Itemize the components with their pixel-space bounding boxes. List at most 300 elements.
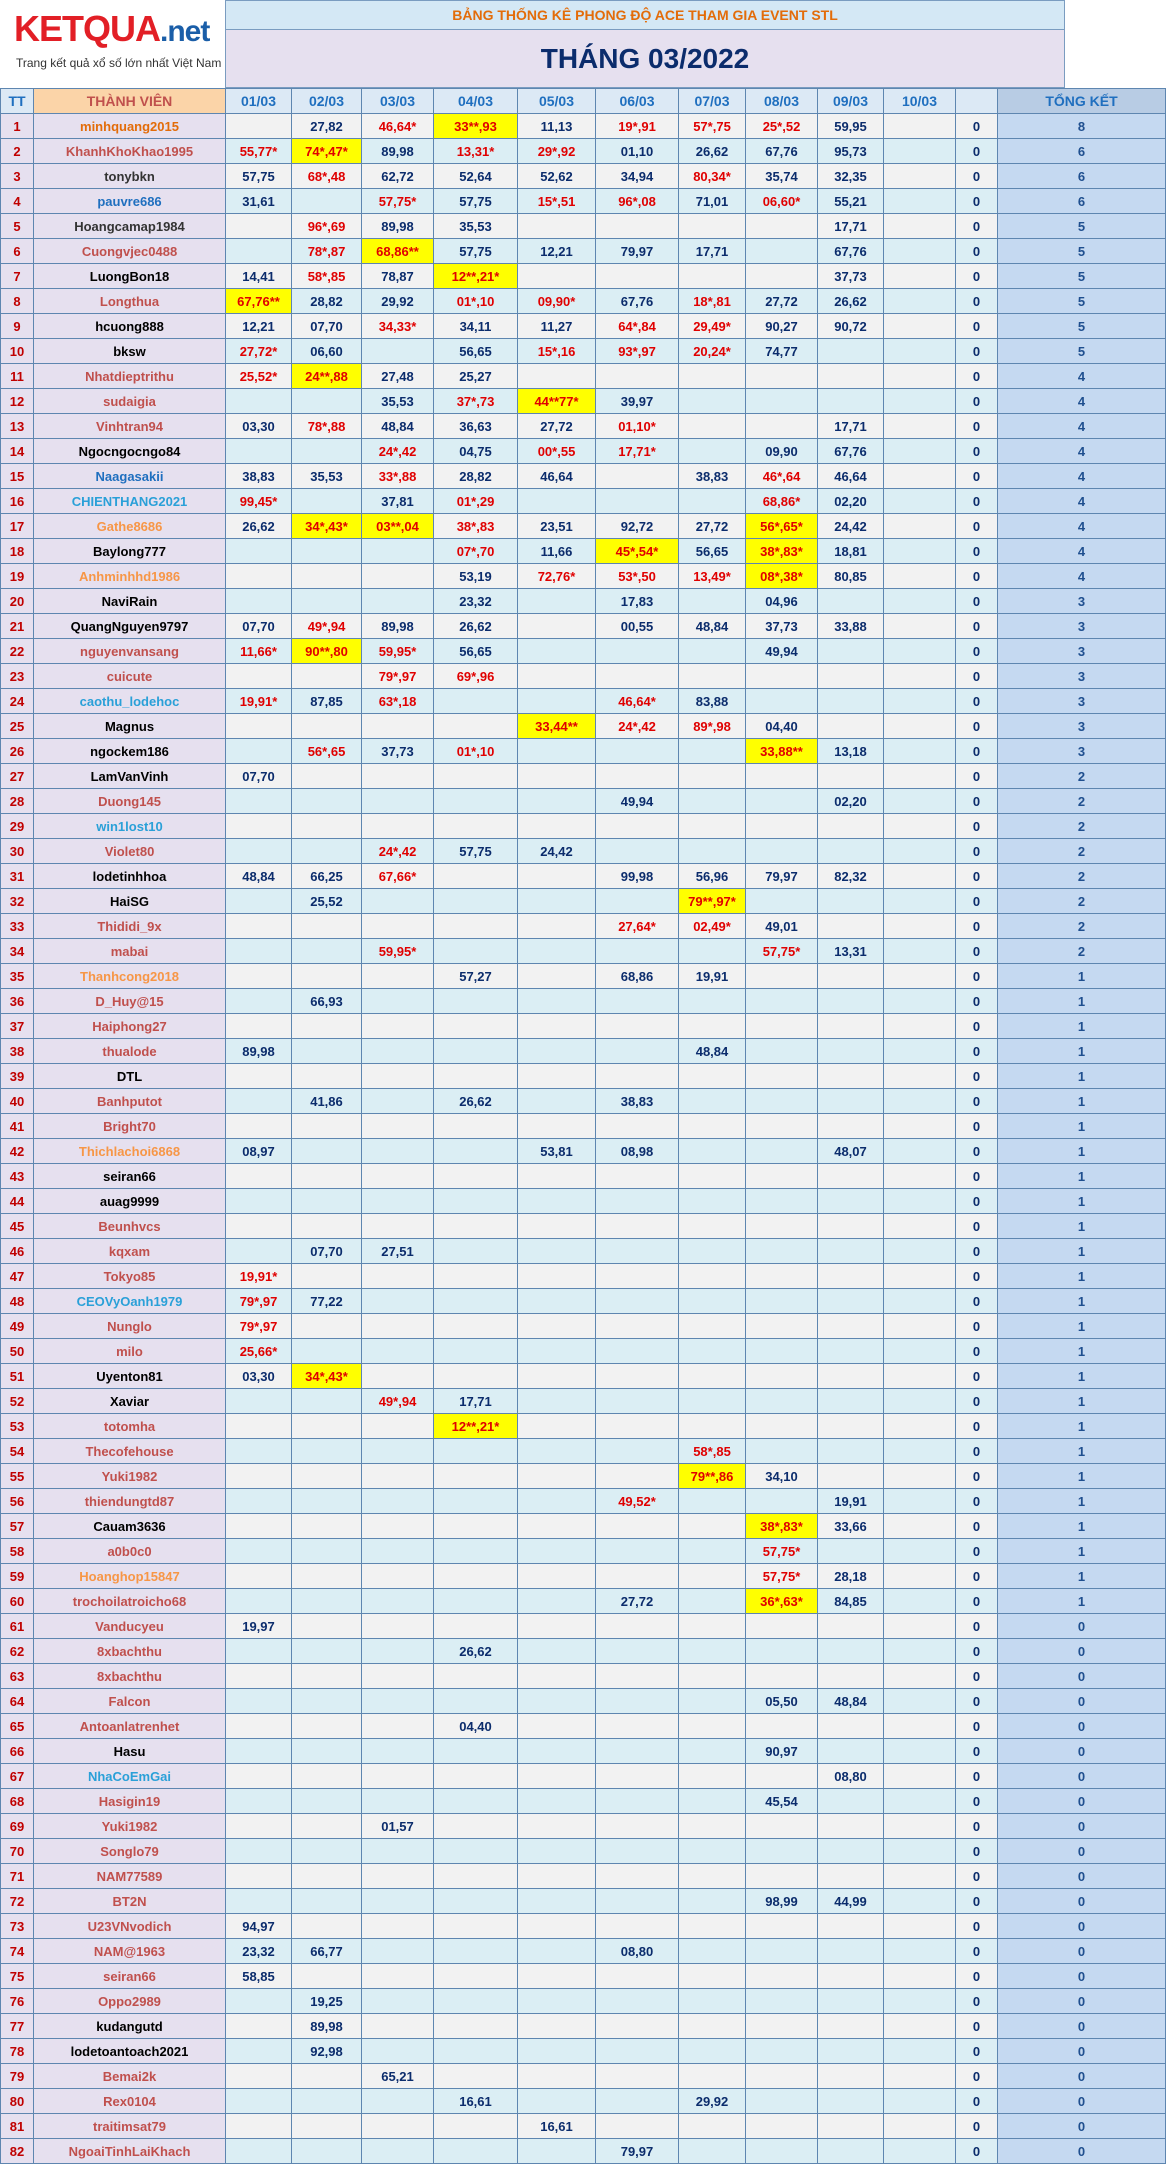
day-value bbox=[679, 1614, 746, 1639]
day-value bbox=[292, 1639, 362, 1664]
zero-count: 0 bbox=[956, 1414, 998, 1439]
day-value bbox=[596, 1614, 679, 1639]
day-value: 25,52* bbox=[226, 364, 292, 389]
day-value bbox=[746, 1414, 818, 1439]
day-value bbox=[679, 1714, 746, 1739]
day-value bbox=[746, 1014, 818, 1039]
day-value: 57,75 bbox=[226, 164, 292, 189]
day-value: 78*,87 bbox=[292, 239, 362, 264]
day-value: 27,72 bbox=[518, 414, 596, 439]
total-count: 4 bbox=[998, 464, 1166, 489]
day-value bbox=[362, 1114, 434, 1139]
day-value bbox=[679, 1764, 746, 1789]
member-name: milo bbox=[34, 1339, 226, 1364]
total-count: 6 bbox=[998, 189, 1166, 214]
day-value bbox=[596, 214, 679, 239]
day-value: 16,61 bbox=[434, 2089, 518, 2114]
member-name: mabai bbox=[34, 939, 226, 964]
day-value bbox=[746, 689, 818, 714]
day-value: 29,92 bbox=[362, 289, 434, 314]
day-value bbox=[596, 1814, 679, 1839]
day-value bbox=[596, 1464, 679, 1489]
total-count: 1 bbox=[998, 1439, 1166, 1464]
member-name: Uyenton81 bbox=[34, 1364, 226, 1389]
day-value bbox=[679, 1664, 746, 1689]
day-value bbox=[226, 1889, 292, 1914]
member-name: Vanducyeu bbox=[34, 1614, 226, 1639]
day-value bbox=[292, 1114, 362, 1139]
member-name: Cuongvjec0488 bbox=[34, 239, 226, 264]
table-row bbox=[1, 1689, 1166, 1714]
day-value bbox=[679, 1389, 746, 1414]
day-value bbox=[518, 1664, 596, 1689]
table-row bbox=[1, 1564, 1166, 1589]
day-value bbox=[818, 1614, 884, 1639]
zero-count: 0 bbox=[956, 139, 998, 164]
day-value: 28,82 bbox=[292, 289, 362, 314]
day-value: 04,40 bbox=[434, 1714, 518, 1739]
day-value: 03,30 bbox=[226, 1364, 292, 1389]
day-value bbox=[362, 1539, 434, 1564]
day-value: 02,20 bbox=[818, 789, 884, 814]
day-value bbox=[292, 1064, 362, 1089]
day-value bbox=[884, 264, 956, 289]
day-value: 35,74 bbox=[746, 164, 818, 189]
day-value bbox=[884, 214, 956, 239]
day-value bbox=[884, 239, 956, 264]
day-value: 25,27 bbox=[434, 364, 518, 389]
day-value bbox=[226, 389, 292, 414]
day-value bbox=[596, 1689, 679, 1714]
total-count: 1 bbox=[998, 1564, 1166, 1589]
member-name: Falcon bbox=[34, 1689, 226, 1714]
total-count: 4 bbox=[998, 514, 1166, 539]
day-value bbox=[518, 1339, 596, 1364]
member-name: Cauam3636 bbox=[34, 1514, 226, 1539]
day-value: 66,93 bbox=[292, 989, 362, 1014]
total-count: 1 bbox=[998, 1239, 1166, 1264]
zero-count: 0 bbox=[956, 1389, 998, 1414]
day-value: 94,97 bbox=[226, 1914, 292, 1939]
col-header bbox=[956, 89, 998, 114]
day-value bbox=[818, 2064, 884, 2089]
table-row bbox=[1, 2064, 1166, 2089]
logo-wordmark: KETQUA.net bbox=[14, 8, 210, 49]
total-count: 3 bbox=[998, 739, 1166, 764]
row-index: 39 bbox=[1, 1064, 34, 1089]
day-value bbox=[362, 2114, 434, 2139]
day-value bbox=[434, 1864, 518, 1889]
day-value: 17,83 bbox=[596, 589, 679, 614]
day-value bbox=[226, 1664, 292, 1689]
table-row bbox=[1, 1039, 1166, 1064]
zero-count: 0 bbox=[956, 964, 998, 989]
day-value bbox=[292, 939, 362, 964]
day-value bbox=[884, 2089, 956, 2114]
day-value bbox=[679, 414, 746, 439]
total-count: 2 bbox=[998, 889, 1166, 914]
total-count: 6 bbox=[998, 139, 1166, 164]
day-value: 19,91 bbox=[679, 964, 746, 989]
day-value bbox=[818, 1939, 884, 1964]
day-value: 33,88** bbox=[746, 739, 818, 764]
day-value: 18*,81 bbox=[679, 289, 746, 314]
row-index: 82 bbox=[1, 2139, 34, 2164]
day-value bbox=[596, 1314, 679, 1339]
member-name: Magnus bbox=[34, 714, 226, 739]
day-value: 77,22 bbox=[292, 1289, 362, 1314]
day-value bbox=[679, 1814, 746, 1839]
day-value: 53,19 bbox=[434, 564, 518, 589]
member-name: DTL bbox=[34, 1064, 226, 1089]
day-value bbox=[292, 439, 362, 464]
day-value bbox=[679, 1239, 746, 1264]
day-value bbox=[884, 289, 956, 314]
day-value bbox=[292, 1664, 362, 1689]
day-value bbox=[518, 939, 596, 964]
table-row bbox=[1, 2014, 1166, 2039]
day-value bbox=[292, 2064, 362, 2089]
table-row bbox=[1, 639, 1166, 664]
total-count: 1 bbox=[998, 1539, 1166, 1564]
total-count: 1 bbox=[998, 1464, 1166, 1489]
day-value bbox=[746, 1389, 818, 1414]
day-value bbox=[818, 714, 884, 739]
day-value bbox=[518, 1239, 596, 1264]
day-value bbox=[884, 139, 956, 164]
table-row bbox=[1, 1339, 1166, 1364]
row-index: 77 bbox=[1, 2014, 34, 2039]
total-count: 0 bbox=[998, 2089, 1166, 2114]
day-value: 09,90 bbox=[746, 439, 818, 464]
day-value: 32,35 bbox=[818, 164, 884, 189]
day-value bbox=[434, 1114, 518, 1139]
total-count: 2 bbox=[998, 939, 1166, 964]
day-value bbox=[884, 639, 956, 664]
day-value bbox=[226, 889, 292, 914]
day-value: 67,76 bbox=[818, 239, 884, 264]
day-value bbox=[884, 1064, 956, 1089]
day-value bbox=[434, 1164, 518, 1189]
day-value: 19,91* bbox=[226, 1264, 292, 1289]
day-value bbox=[746, 2114, 818, 2139]
row-index: 5 bbox=[1, 214, 34, 239]
day-value bbox=[434, 939, 518, 964]
day-value bbox=[679, 1414, 746, 1439]
total-count: 1 bbox=[998, 1589, 1166, 1614]
member-name: 8xbachthu bbox=[34, 1664, 226, 1689]
day-value bbox=[818, 1739, 884, 1764]
day-value bbox=[884, 589, 956, 614]
day-value bbox=[292, 914, 362, 939]
day-value bbox=[434, 1989, 518, 2014]
day-value bbox=[596, 2114, 679, 2139]
day-value bbox=[818, 1364, 884, 1389]
table-row bbox=[1, 1464, 1166, 1489]
day-value bbox=[518, 1914, 596, 1939]
day-value bbox=[226, 839, 292, 864]
day-value bbox=[226, 1564, 292, 1589]
day-value: 67,76 bbox=[746, 139, 818, 164]
day-value bbox=[362, 1489, 434, 1514]
day-value bbox=[596, 1389, 679, 1414]
total-count: 1 bbox=[998, 1339, 1166, 1364]
day-value: 16,61 bbox=[518, 2114, 596, 2139]
day-value bbox=[818, 1389, 884, 1414]
row-index: 33 bbox=[1, 914, 34, 939]
day-value bbox=[679, 2064, 746, 2089]
table-row bbox=[1, 1664, 1166, 1689]
table-row bbox=[1, 1839, 1166, 1864]
day-value: 24,42 bbox=[518, 839, 596, 864]
row-index: 7 bbox=[1, 264, 34, 289]
zero-count: 0 bbox=[956, 989, 998, 1014]
day-value bbox=[884, 1114, 956, 1139]
day-value: 68*,48 bbox=[292, 164, 362, 189]
day-value bbox=[434, 1739, 518, 1764]
day-value: 49*,94 bbox=[292, 614, 362, 639]
day-value bbox=[292, 1839, 362, 1864]
day-value bbox=[518, 664, 596, 689]
day-value bbox=[596, 1989, 679, 2014]
table-row bbox=[1, 164, 1166, 189]
day-value bbox=[518, 1214, 596, 1239]
day-value bbox=[818, 1864, 884, 1889]
day-value bbox=[434, 1489, 518, 1514]
day-value bbox=[362, 2089, 434, 2114]
day-value bbox=[818, 1339, 884, 1364]
zero-count: 0 bbox=[956, 314, 998, 339]
table-row bbox=[1, 1889, 1166, 1914]
row-index: 31 bbox=[1, 864, 34, 889]
site-logo[interactable] bbox=[0, 0, 225, 88]
day-value: 37,73 bbox=[746, 614, 818, 639]
zero-count: 0 bbox=[956, 1889, 998, 1914]
day-value: 24*,42 bbox=[596, 714, 679, 739]
day-value bbox=[434, 764, 518, 789]
day-value bbox=[884, 1389, 956, 1414]
day-value: 89,98 bbox=[226, 1039, 292, 1064]
day-value bbox=[226, 814, 292, 839]
member-name: Thecofehouse bbox=[34, 1439, 226, 1464]
day-value bbox=[746, 1239, 818, 1264]
row-index: 21 bbox=[1, 614, 34, 639]
day-value bbox=[362, 589, 434, 614]
col-header: 05/03 bbox=[518, 89, 596, 114]
member-name: sudaigia bbox=[34, 389, 226, 414]
day-value bbox=[292, 1864, 362, 1889]
day-value: 13,31* bbox=[434, 139, 518, 164]
day-value bbox=[818, 1214, 884, 1239]
day-value bbox=[434, 1214, 518, 1239]
member-name: Thanhcong2018 bbox=[34, 964, 226, 989]
zero-count: 0 bbox=[956, 1239, 998, 1264]
day-value: 24*,42 bbox=[362, 439, 434, 464]
zero-count: 0 bbox=[956, 1589, 998, 1614]
day-value: 33,44** bbox=[518, 714, 596, 739]
zero-count: 0 bbox=[956, 1289, 998, 1314]
day-value bbox=[884, 1139, 956, 1164]
day-value bbox=[292, 1814, 362, 1839]
total-count: 5 bbox=[998, 214, 1166, 239]
day-value: 52,62 bbox=[518, 164, 596, 189]
member-name: tonybkn bbox=[34, 164, 226, 189]
member-name: CHIENTHANG2021 bbox=[34, 489, 226, 514]
day-value bbox=[518, 1514, 596, 1539]
day-value: 33**,93 bbox=[434, 114, 518, 139]
day-value bbox=[679, 389, 746, 414]
row-index: 41 bbox=[1, 1114, 34, 1139]
day-value bbox=[292, 1589, 362, 1614]
total-count: 2 bbox=[998, 814, 1166, 839]
day-value: 07*,70 bbox=[434, 539, 518, 564]
row-index: 32 bbox=[1, 889, 34, 914]
day-value bbox=[518, 914, 596, 939]
day-value bbox=[884, 164, 956, 189]
member-name: cuicute bbox=[34, 664, 226, 689]
day-value bbox=[292, 1189, 362, 1214]
day-value bbox=[226, 1739, 292, 1764]
day-value bbox=[434, 1539, 518, 1564]
day-value bbox=[362, 339, 434, 364]
total-count: 5 bbox=[998, 339, 1166, 364]
day-value bbox=[884, 889, 956, 914]
day-value: 17,71 bbox=[434, 1389, 518, 1414]
day-value bbox=[292, 1389, 362, 1414]
member-name: hcuong888 bbox=[34, 314, 226, 339]
table-row bbox=[1, 489, 1166, 514]
day-value bbox=[226, 1589, 292, 1614]
col-header: THÀNH VIÊN bbox=[34, 89, 226, 114]
zero-count: 0 bbox=[956, 1014, 998, 1039]
member-name: BT2N bbox=[34, 1889, 226, 1914]
day-value bbox=[746, 1914, 818, 1939]
total-count: 1 bbox=[998, 1014, 1166, 1039]
day-value bbox=[292, 964, 362, 989]
row-index: 25 bbox=[1, 714, 34, 739]
day-value: 08*,38* bbox=[746, 564, 818, 589]
member-name: Hasu bbox=[34, 1739, 226, 1764]
day-value bbox=[226, 2089, 292, 2114]
day-value bbox=[884, 1014, 956, 1039]
table-row bbox=[1, 2089, 1166, 2114]
day-value bbox=[818, 1989, 884, 2014]
table-row bbox=[1, 1714, 1166, 1739]
day-value bbox=[226, 589, 292, 614]
day-value: 14,41 bbox=[226, 264, 292, 289]
day-value bbox=[226, 1439, 292, 1464]
total-count: 0 bbox=[998, 2064, 1166, 2089]
day-value: 28,82 bbox=[434, 464, 518, 489]
day-value: 65,21 bbox=[362, 2064, 434, 2089]
row-index: 17 bbox=[1, 514, 34, 539]
row-index: 20 bbox=[1, 589, 34, 614]
day-value bbox=[434, 914, 518, 939]
member-name: Antoanlatrenhet bbox=[34, 1714, 226, 1739]
day-value: 36*,63* bbox=[746, 1589, 818, 1614]
day-value bbox=[679, 1864, 746, 1889]
day-value bbox=[434, 1439, 518, 1464]
day-value bbox=[679, 1189, 746, 1214]
member-name: NgoaiTinhLaiKhach bbox=[34, 2139, 226, 2164]
row-index: 54 bbox=[1, 1439, 34, 1464]
day-value bbox=[362, 1439, 434, 1464]
day-value: 95,73 bbox=[818, 139, 884, 164]
member-name: Hasigin19 bbox=[34, 1789, 226, 1814]
day-value bbox=[596, 1764, 679, 1789]
zero-count: 0 bbox=[956, 2089, 998, 2114]
zero-count: 0 bbox=[956, 1739, 998, 1764]
day-value: 56,65 bbox=[434, 339, 518, 364]
member-name: HaiSG bbox=[34, 889, 226, 914]
total-count: 0 bbox=[998, 1764, 1166, 1789]
total-count: 1 bbox=[998, 1114, 1166, 1139]
row-index: 2 bbox=[1, 139, 34, 164]
day-value bbox=[518, 1589, 596, 1614]
day-value bbox=[518, 364, 596, 389]
member-name: Hoangcamap1984 bbox=[34, 214, 226, 239]
day-value bbox=[226, 1089, 292, 1114]
day-value bbox=[518, 1064, 596, 1089]
day-value bbox=[884, 1839, 956, 1864]
table-row bbox=[1, 1764, 1166, 1789]
row-index: 68 bbox=[1, 1789, 34, 1814]
day-value bbox=[746, 989, 818, 1014]
row-index: 78 bbox=[1, 2039, 34, 2064]
day-value bbox=[518, 689, 596, 714]
day-value: 34,33* bbox=[362, 314, 434, 339]
total-count: 2 bbox=[998, 864, 1166, 889]
member-name: LuongBon18 bbox=[34, 264, 226, 289]
day-value: 01*,10 bbox=[434, 289, 518, 314]
day-value bbox=[434, 1039, 518, 1064]
day-value bbox=[596, 1514, 679, 1539]
day-value bbox=[518, 2064, 596, 2089]
day-value: 79*,97 bbox=[226, 1289, 292, 1314]
day-value bbox=[884, 1964, 956, 1989]
member-name: Oppo2989 bbox=[34, 1989, 226, 2014]
total-count: 3 bbox=[998, 639, 1166, 664]
table-row bbox=[1, 514, 1166, 539]
table-row bbox=[1, 739, 1166, 764]
row-index: 55 bbox=[1, 1464, 34, 1489]
row-index: 76 bbox=[1, 1989, 34, 2014]
day-value bbox=[292, 1514, 362, 1539]
day-value bbox=[884, 439, 956, 464]
row-index: 40 bbox=[1, 1089, 34, 1114]
day-value bbox=[679, 1539, 746, 1564]
day-value: 08,80 bbox=[818, 1764, 884, 1789]
day-value bbox=[884, 1989, 956, 2014]
table-row bbox=[1, 1914, 1166, 1939]
day-value: 19,25 bbox=[292, 1989, 362, 2014]
row-index: 1 bbox=[1, 114, 34, 139]
row-index: 11 bbox=[1, 364, 34, 389]
zero-count: 0 bbox=[956, 489, 998, 514]
day-value bbox=[679, 1839, 746, 1864]
member-name: Naagasakii bbox=[34, 464, 226, 489]
day-value bbox=[818, 1164, 884, 1189]
day-value bbox=[226, 239, 292, 264]
day-value bbox=[746, 964, 818, 989]
row-index: 79 bbox=[1, 2064, 34, 2089]
day-value: 48,84 bbox=[362, 414, 434, 439]
row-index: 52 bbox=[1, 1389, 34, 1414]
day-value bbox=[679, 1364, 746, 1389]
day-value bbox=[679, 989, 746, 1014]
day-value bbox=[518, 1614, 596, 1639]
day-value bbox=[518, 1389, 596, 1414]
